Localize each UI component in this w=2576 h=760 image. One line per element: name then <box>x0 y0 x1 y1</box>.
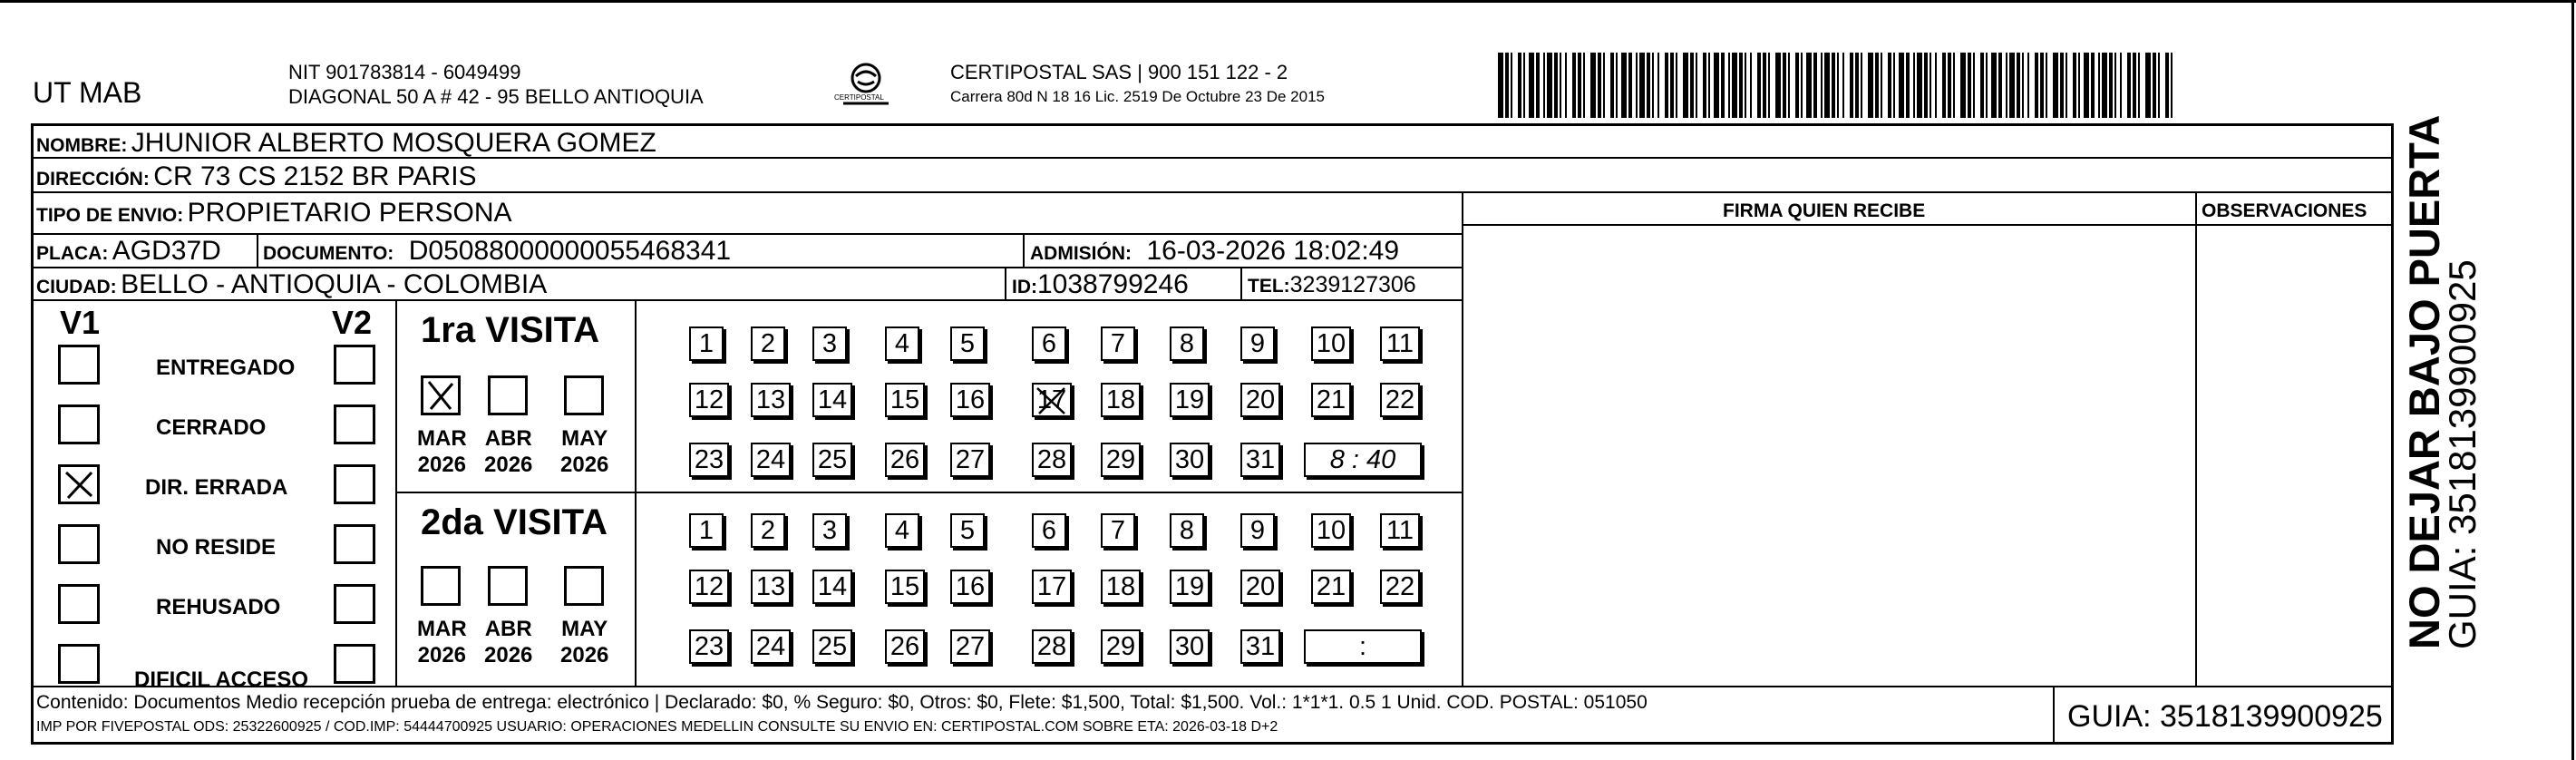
day-box[interactable]: 28 <box>1032 629 1072 664</box>
v2-checkbox[interactable] <box>334 644 375 684</box>
day-box[interactable]: 24 <box>751 629 791 664</box>
day-box[interactable]: 29 <box>1101 443 1141 477</box>
day-box[interactable]: 11 <box>1380 513 1420 548</box>
day-box[interactable]: 15 <box>885 383 925 417</box>
v1-checkbox[interactable] <box>58 584 100 624</box>
day-box[interactable]: 7 <box>1101 513 1135 548</box>
right-border <box>2571 0 2574 760</box>
documento-label: DOCUMENTO: <box>263 243 394 264</box>
company-code: UT MAB <box>33 76 142 109</box>
admision-value: 16-03-2026 18:02:49 <box>1146 236 1400 266</box>
day-box[interactable]: 21 <box>1311 383 1351 417</box>
day-box[interactable]: 7 <box>1101 326 1135 361</box>
day-box[interactable]: 12 <box>689 570 729 604</box>
day-box[interactable]: 18 <box>1101 383 1141 417</box>
day-box[interactable]: 25 <box>812 629 852 664</box>
day-box[interactable]: 24 <box>751 443 791 477</box>
placa-label: PLACA: <box>36 243 109 264</box>
v1-label: V1 <box>60 304 101 341</box>
frame-bottom <box>31 742 2394 745</box>
month-checkbox[interactable] <box>421 566 461 606</box>
tipo-value: PROPIETARIO PERSONA <box>187 198 512 228</box>
day-box[interactable]: 16 <box>950 570 990 604</box>
top-border <box>0 0 2576 3</box>
day-box[interactable]: 4 <box>885 326 919 361</box>
observaciones-header: OBSERVACIONES <box>2202 200 2367 221</box>
v2-checkbox[interactable] <box>334 404 375 444</box>
frame-left <box>31 123 34 744</box>
tel-value: 3239127306 <box>1289 272 1416 297</box>
tipo-row <box>36 200 512 227</box>
first-visit-title: 1ra VISITA <box>421 310 600 350</box>
day-box[interactable]: 15 <box>885 570 925 604</box>
day-box[interactable]: 16 <box>950 383 990 417</box>
status-label: DIFICIL ACCESO <box>134 667 309 692</box>
day-box[interactable]: 17 <box>1032 383 1072 417</box>
time-box[interactable]: : <box>1304 629 1422 664</box>
day-box[interactable]: 20 <box>1240 570 1280 604</box>
day-box[interactable]: 3 <box>812 513 847 548</box>
day-box[interactable]: 1 <box>689 326 724 361</box>
nombre-value: JHUNIOR ALBERTO MOSQUERA GOMEZ <box>131 128 656 158</box>
day-box[interactable]: 28 <box>1032 443 1072 477</box>
v2-checkbox[interactable] <box>334 464 375 504</box>
admision-label: ADMISIÓN: <box>1030 243 1132 264</box>
day-box[interactable]: 27 <box>950 443 990 477</box>
month-label: MAY 2026 <box>560 617 609 667</box>
day-box[interactable]: 26 <box>885 629 925 664</box>
day-box[interactable]: 27 <box>950 629 990 664</box>
day-box[interactable]: 12 <box>689 383 729 417</box>
day-box[interactable]: 31 <box>1240 629 1280 664</box>
col-doc-admision <box>1023 233 1025 267</box>
day-box[interactable]: 22 <box>1380 570 1420 604</box>
time-box[interactable]: 8 : 40 <box>1304 443 1422 477</box>
v2-checkbox[interactable] <box>334 524 375 564</box>
status-label: NO RESIDE <box>156 535 277 560</box>
nit: NIT 901783814 - 6049499 <box>288 61 521 83</box>
day-box[interactable]: 23 <box>689 443 729 477</box>
month-checkbox[interactable] <box>564 566 604 606</box>
month-label: MAR 2026 <box>417 426 467 477</box>
visit-separator <box>395 492 1463 493</box>
month-checkbox[interactable] <box>488 566 528 606</box>
day-box[interactable]: 4 <box>885 513 919 548</box>
v1-checkbox[interactable] <box>58 404 100 444</box>
day-box[interactable]: 6 <box>1032 326 1066 361</box>
carrier-license: Carrera 80d N 18 16 Lic. 2519 De Octubre 23 De 2015 <box>950 88 1325 105</box>
status-label: DIR. ERRADA <box>145 475 288 500</box>
documento-row <box>263 238 731 265</box>
month-label: ABR 2026 <box>484 617 533 667</box>
day-box[interactable]: 13 <box>751 570 791 604</box>
day-box[interactable]: 2 <box>751 326 785 361</box>
day-box[interactable]: 8 <box>1170 513 1204 548</box>
month-checkbox[interactable] <box>488 375 528 415</box>
day-box[interactable]: 11 <box>1380 326 1420 361</box>
month-checkbox[interactable] <box>564 375 604 415</box>
second-visit-title: 2da VISITA <box>421 502 608 542</box>
status-label: ENTREGADO <box>156 356 296 380</box>
day-box[interactable]: 18 <box>1101 570 1141 604</box>
col-id-tel <box>1240 267 1242 299</box>
id-label: ID: <box>1012 277 1037 297</box>
day-box[interactable]: 19 <box>1170 383 1210 417</box>
footer-guia: GUIA: 3518139900925 <box>2067 699 2383 734</box>
documento-value: D05088000000055468341 <box>408 236 732 266</box>
ciudad-label: CIUDAD: <box>36 277 117 297</box>
status-label: REHUSADO <box>156 595 281 619</box>
footer-guia-left <box>2053 686 2055 743</box>
footer-imp: IMP POR FIVEPOSTAL ODS: 25322600925 / COD.IMP: 54444700925 USUARIO: OPERACIONES MEDELLIN CONSULTE SU ENVIO EN: CERTIPOSTAL.COM SOBRE ETA: 2026-03-18 D+2 <box>36 719 1278 735</box>
row-line-5 <box>31 299 1463 301</box>
v2-label: V2 <box>332 304 373 341</box>
day-box[interactable]: 14 <box>812 570 852 604</box>
day-box[interactable]: 13 <box>751 383 791 417</box>
footer-contenido: Contenido: Documentos Medio recepción prueba de entrega: electrónico | Declarado: $0, % Seguro: $0, Otros: $0, Flete: $1,500, Total: $1,500. Vol.: 1*1*1. 0.5 1 Unid. COD. POSTAL: 051050 <box>36 692 1648 713</box>
id-value: 1038799246 <box>1037 269 1189 299</box>
logo-text: CERTIPOSTAL <box>834 93 884 102</box>
day-box[interactable]: 14 <box>812 383 852 417</box>
day-box[interactable]: 19 <box>1170 570 1210 604</box>
company-address: DIAGONAL 50 A # 42 - 95 BELLO ANTIOQUIA <box>288 85 704 108</box>
day-box[interactable]: 9 <box>1240 326 1275 361</box>
direccion-label: DIRECCIÓN: <box>36 169 150 190</box>
day-box[interactable]: 9 <box>1240 513 1275 548</box>
frame-right <box>2391 123 2394 744</box>
tel-label: TEL: <box>1248 276 1290 297</box>
day-box[interactable]: 25 <box>812 443 852 477</box>
col-observ-left <box>2195 191 2197 687</box>
day-box[interactable]: 22 <box>1380 383 1420 417</box>
month-label: ABR 2026 <box>484 426 533 477</box>
day-box[interactable]: 23 <box>689 629 729 664</box>
day-box[interactable]: 31 <box>1240 443 1280 477</box>
v2-checkbox[interactable] <box>334 345 375 385</box>
month-label: MAR 2026 <box>417 617 467 667</box>
ciudad-value: BELLO - ANTIOQUIA - COLOMBIA <box>121 269 548 299</box>
day-box[interactable]: 17 <box>1032 570 1072 604</box>
v1-checkbox[interactable] <box>58 644 100 684</box>
ciudad-row <box>36 271 547 298</box>
row-line-4 <box>31 267 1463 268</box>
barcode <box>1498 53 2174 118</box>
day-box[interactable]: 10 <box>1311 326 1351 361</box>
row-line-footer <box>31 686 2394 687</box>
row-line-observ <box>1463 224 2394 226</box>
day-box[interactable]: 30 <box>1170 629 1210 664</box>
nombre-label: NOMBRE: <box>36 135 128 156</box>
col-ciudad-id <box>1005 267 1006 299</box>
col-placa-doc <box>257 233 258 267</box>
placa-row <box>36 238 221 265</box>
day-box[interactable]: 26 <box>885 443 925 477</box>
day-box[interactable]: 29 <box>1101 629 1141 664</box>
day-box[interactable]: 5 <box>950 513 985 548</box>
month-checkbox[interactable] <box>421 375 461 415</box>
day-box[interactable]: 30 <box>1170 443 1210 477</box>
tel-row <box>1248 274 1416 297</box>
direccion-value: CR 73 CS 2152 BR PARIS <box>153 161 477 191</box>
tipo-label: TIPO DE ENVIO: <box>36 205 184 226</box>
certipostal-logo <box>834 58 898 112</box>
day-box[interactable]: 20 <box>1240 383 1280 417</box>
day-box[interactable]: 3 <box>812 326 847 361</box>
carrier-name: CERTIPOSTAL SAS | 900 151 122 - 2 <box>950 61 1288 83</box>
row-line-2 <box>31 191 2394 193</box>
month-label: MAY 2026 <box>560 426 609 477</box>
day-box[interactable]: 21 <box>1311 570 1351 604</box>
frame-top <box>31 123 2394 126</box>
v1-checkbox[interactable] <box>58 464 100 504</box>
admision-row <box>1030 238 1399 265</box>
status-label: CERRADO <box>156 415 267 440</box>
nombre-row <box>36 130 656 157</box>
check-mark-icon <box>1034 385 1070 417</box>
placa-value: AGD37D <box>112 236 221 266</box>
day-box[interactable]: 1 <box>689 513 724 548</box>
day-box[interactable]: 6 <box>1032 513 1066 548</box>
id-row <box>1012 271 1189 298</box>
direccion-row <box>36 163 477 190</box>
v2-checkbox[interactable] <box>334 584 375 624</box>
day-box[interactable]: 5 <box>950 326 985 361</box>
col-firma-left <box>1462 191 1463 687</box>
day-box[interactable]: 2 <box>751 513 785 548</box>
firma-header: FIRMA QUIEN RECIBE <box>1723 200 1926 221</box>
v1-checkbox[interactable] <box>58 524 100 564</box>
day-box[interactable]: 8 <box>1170 326 1204 361</box>
row-line-3 <box>31 233 1463 235</box>
day-box[interactable]: 10 <box>1311 513 1351 548</box>
v1-checkbox[interactable] <box>58 345 100 385</box>
